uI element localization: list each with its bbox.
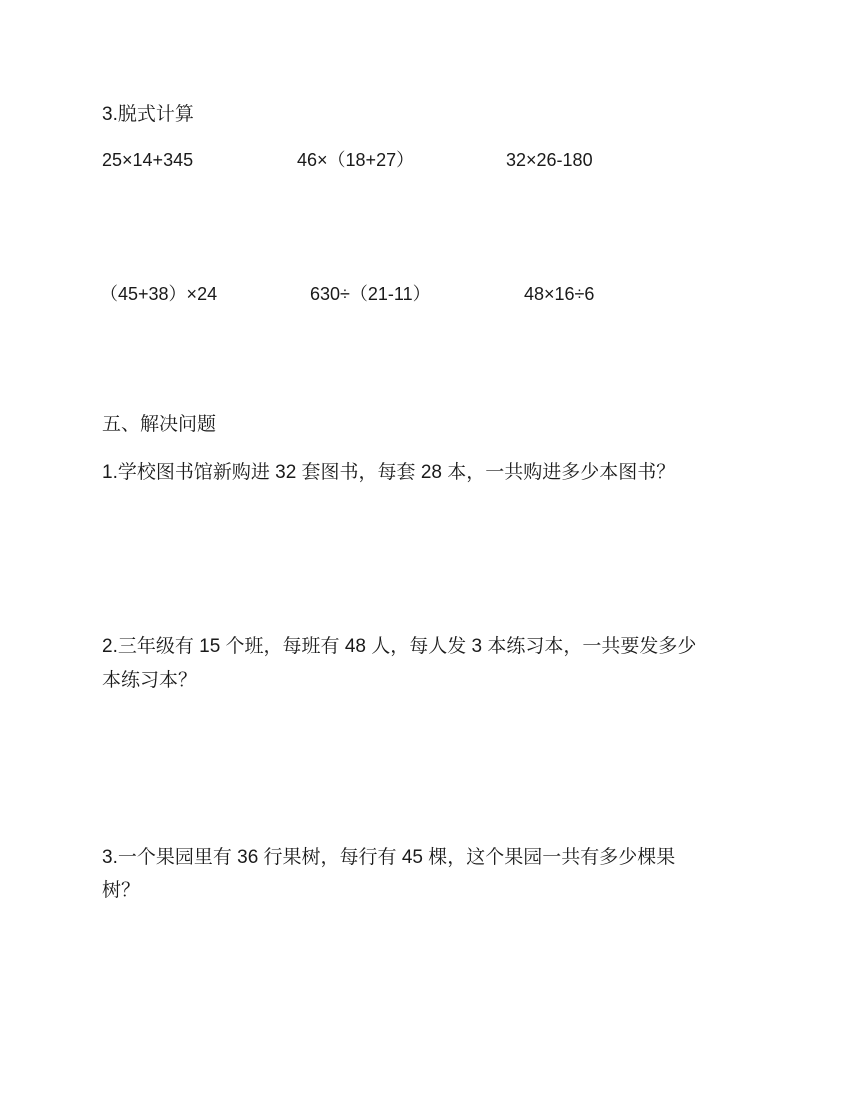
calc-expression: 630÷（21-11）: [310, 284, 431, 304]
word-problem-3-continuation: 树？: [102, 880, 141, 901]
word-problem-2: 2.三年级有 15 个班，每班有 48 人，每人发 3 本练习本，一共要发多少: [102, 636, 697, 657]
calc-expression: 32×26-180: [506, 150, 593, 170]
calc-expression: 25×14+345: [102, 150, 194, 170]
calc-expression: 46×（18+27）: [297, 150, 415, 170]
word-problem-3: 3.一个果园里有 36 行果树，每行有 45 棵，这个果园一共有多少棵果: [102, 847, 676, 868]
calc-expression: 48×16÷6: [524, 284, 595, 304]
section-heading-calculation: 3.脱式计算: [102, 104, 194, 125]
word-problem-2-continuation: 本练习本？: [102, 670, 198, 691]
section-heading-word-problems: 五、解决问题: [102, 414, 217, 435]
word-problem-1: 1.学校图书馆新购进 32 套图书，每套 28 本，一共购进多少本图书？: [102, 462, 676, 483]
calc-expression: （45+38）×24: [100, 284, 218, 304]
